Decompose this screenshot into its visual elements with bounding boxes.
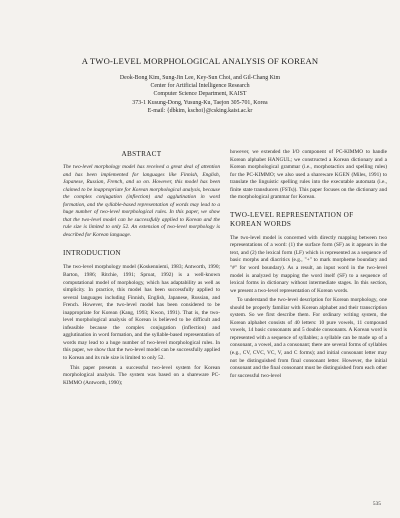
- section-heading-two-level-representation: TWO-LEVEL REPRESENTATION OF KOREAN WORDS: [230, 210, 354, 228]
- address-line: 373-1 Kusung-Dong, Yusung-Ku, Taejon 305-701, Korea: [132, 99, 268, 106]
- abstract-heading: ABSTRACT: [121, 150, 162, 158]
- paper-title: A TWO-LEVEL MORPHOLOGICAL ANALYSIS OF KOREAN: [81, 56, 319, 66]
- email-line: E-mail: {dbkim, kschoi}@csking.kaist.ac.kr: [147, 107, 253, 114]
- introduction-heading: INTRODUCTION: [63, 249, 121, 258]
- right-paragraph-2: The two-level model is concerned with directly mapping between two representations of a word: (1) the surface form (SF) as it appears in the text, and (2) the lexical form (LF) which is represented as a sequence of basic morphs and diacritics (e.g., "+" to mark morpheme boundary and "#" for word boundary). As a result, an input word in the two-level model is analyzed by mapping the word itself (SF) to a sequence of lexical forms in dictionary without intermediate stages. In this section, we present a two-level representation of Korean words.: [230, 234, 387, 294]
- left-column: [63, 150, 220, 387]
- right-paragraph-3: To understand the two-level description for Korean morphology, one should be properly familiar with Korean alphabet and their transcription system. So we first describe them. For ordinary writing system, the Korean alphabet consists of 40 letters: 10 pure vowels, 11 compound vowels, 14 basic consonants and 5 double consonants. A Korean word is represented with a sequence of syllables; a syllable can be made up of a consonant, a vowel, and a consonant; there are several forms of syllables (e.g., CV, CVC, VC, V, and C forms); and initial consonant letter may not be distinguished from final consonant letter. However, the initial consonant and the final consonant must be distinguished from each other for successful two-level: [230, 297, 387, 379]
- right-paragraph-1: however, we extended the I/O component of PC-KIMMO to handle Korean alphabet HANGUL; we constructed a Korean dictionary and a Korean morphological grammar (i.e., morphotactics and spelling rules) for the PC-KIMMO; we also used a shareware KGEN (Miles, 1991) to translate the linguistic spelling rules into the executable automata (i.e., finite state transducers (FSTs)). This paper focuses on the dictionary and the morphological grammar for Korean.: [230, 149, 387, 201]
- affiliation-line-1: Center for Artificial Intelligence Research: [150, 83, 250, 90]
- introduction-paragraph-2: This paper presents a successful two-level system for Korean morphological analysis. The system was based on a shareware PC-KIMMO (Antworth, 1990);: [63, 364, 220, 386]
- authors: Deok-Bong Kim, Sung-Jin Lee, Key-Sun Choi, and Gil-Chang Kim: [119, 75, 281, 81]
- abstract-text: The two-level morphology model has received a great deal of attention and has been implemented for languages like Finnish, English, Japanese, Russian, French, and so on. However, this model has been claimed to be inappropriate for Korean morphological analysis, because the complex conjugation (inflection) and agglutination in word formation, and the syllable-based representation of words may lead to a huge number of two-level morphological rules. In this paper, we show that the two-level model can be successfully applied to Korean and the rule size is limited to only 52. An extension of two-level morphology is described for Korean language.: [63, 164, 220, 238]
- page-number: 535: [372, 501, 381, 507]
- author-block: [0, 74, 400, 115]
- affiliation-line-2: Computer Science Department, KAIST: [153, 91, 247, 98]
- introduction-paragraph-1: The two-level morphology model (Koskenniemi, 1983; Antworth, 1990; Barton, 1986; Ritchie, 1991; Sproat, 1992) is a well-known computational model of morphology, which has adaptability as well as simplicity. In practice, this model has been successfully applied to several languages including Finnish, English, Japanese, Russian, and French. However, the two-level model has been considered to be inappropriate for Korean (Kang, 1993; Kwon, 1991). That is, the two-level morphological analysis of Korean is believed to be difficult and infeasible because the complex conjugation (inflection) and agglutination in word formation, and the syllable-based representation of words may lead to a huge number of two-level morphological rules. In this paper, we show that the two-level model can be successfully applied to Korean and its rule size is limited to only 52.: [63, 264, 220, 362]
- right-column: [230, 149, 387, 380]
